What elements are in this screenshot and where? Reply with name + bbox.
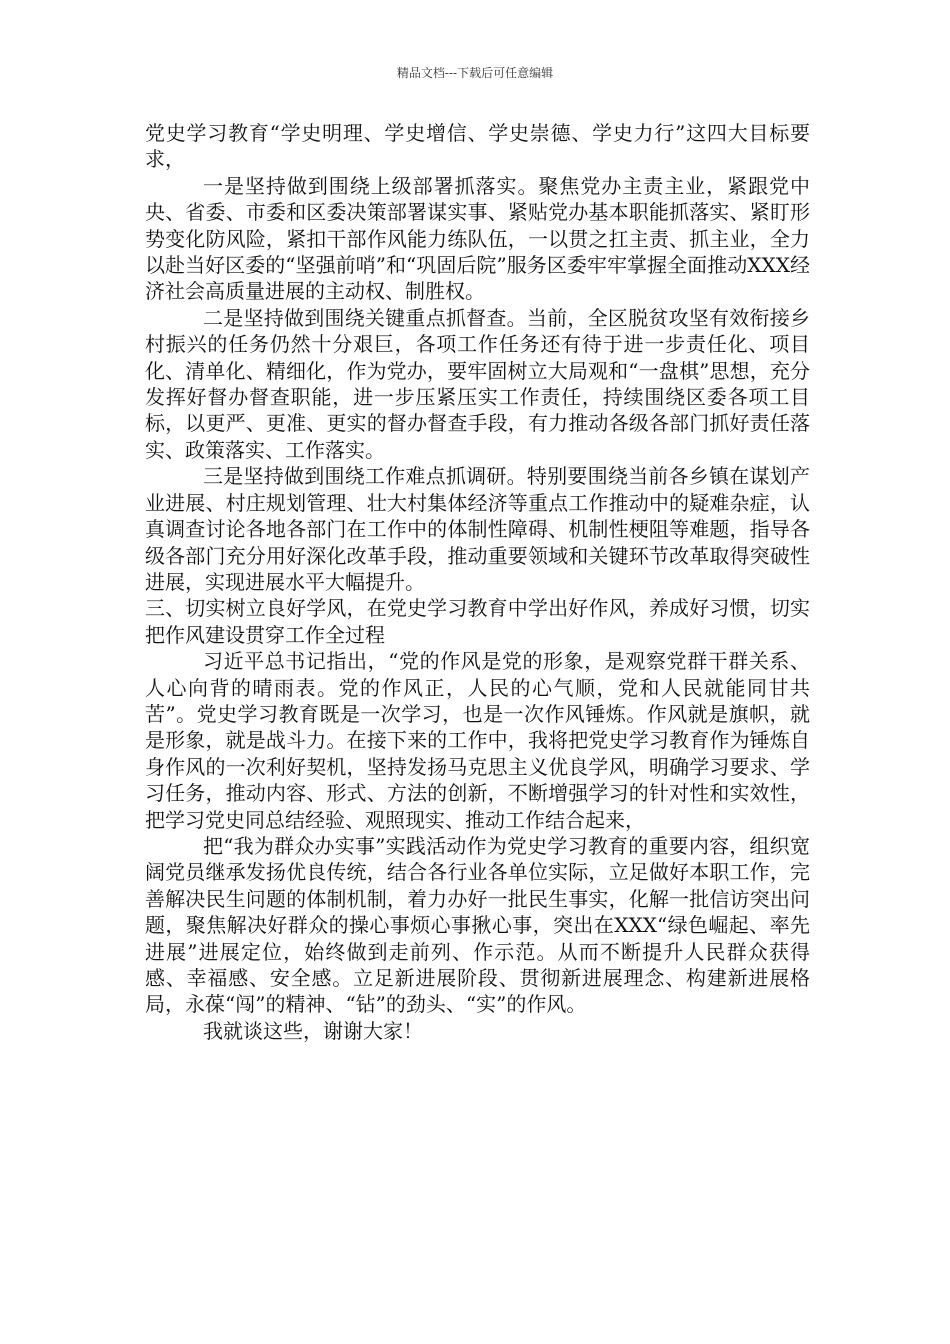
section-heading-three: 三、切实树立良好学风，在党史学习教育中学出好作风，养成好习惯，切实把作风建设贯穿工作全过程: [145, 596, 810, 647]
page-header: 精品文档---下载后可任意编辑: [396, 66, 554, 80]
paragraph-practice: 把“我为群众办实事”实践活动作为党史学习教育的重要内容，组织宽阔党员继承发扬优良传统，结合各行业各单位实际，立足做好本职工作，完善解决民生问题的体制机制，着力办好一批民生事实，化解一批信访突出问题，聚焦解决好群众的操心事烦心事揪心事，突出在XXX“绿色崛起、率先进展”进展定位，始终做到走前列、作示范。从而不断提升人民群众获得感、幸福感、安全感。立足新进展阶段、贯彻新进展理念、构建新进展格局，永葆“闯”的精神、“钻”的劲头、“实”的作风。: [145, 833, 810, 1017]
paragraph-goals: 党史学习教育“学史明理、学史增信、学史崇德、学史力行”这四大目标要求，: [145, 121, 810, 172]
paragraph-point-two: 二是坚持做到围绕关键重点抓督查。当前，全区脱贫攻坚有效衔接乡村振兴的任务仍然十分艰巨，各项工作任务还有待于进一步责任化、项目化、清单化、精细化，作为党办，要牢固树立大局观和“一盘棋”思想，充分发挥好督办督查职能，进一步压紧压实工作责任，持续围绕区委各项工目标，以更严、更准、更实的督办督查手段，有力推动各级各部门抓好责任落实、政策落实、工作落实。: [145, 305, 810, 462]
paragraph-xi-quote: 习近平总书记指出，“党的作风是党的形象，是观察党群干群关系、人心向背的晴雨表。党的作风正，人民的心气顺，党和人民就能同甘共苦”。党史学习教育既是一次学习，也是一次作风锤炼。作风就是旗帜，就是形象，就是战斗力。在接下来的工作中，我将把党史学习教育作为锤炼自身作风的一次利好契机，坚持发扬马克思主义优良学风，明确学习要求、学习任务，推动内容、形式、方法的创新，不断增强学习的针对性和实效性，把学习党史同总结经验、观照现实、推动工作结合起来，: [145, 649, 810, 832]
paragraph-point-three: 三是坚持做到围绕工作难点抓调研。特别要围绕当前各乡镇在谋划产业进展、村庄规划管理、壮大村集体经济等重点工作推动中的疑难杂症，认真调查讨论各地各部门在工作中的体制性障碍、机制性梗阻等难题，指导各级各部门充分用好深化改革手段，推动重要领域和关键环节改革取得突破性进展，实现进展水平大幅提升。: [145, 464, 810, 594]
paragraph-closing: 我就谈这些，谢谢大家！: [203, 1018, 423, 1043]
paragraph-point-one: 一是坚持做到围绕上级部署抓落实。聚焦党办主责主业，紧跟党中央、省委、市委和区委决策部署谋实事、紧贴党办基本职能抓落实、紧盯形势变化防风险，紧扣干部作风能力练队伍，一以贯之扛主责、抓主业，全力以赴当好区委的“坚强前哨”和“巩固后院”服务区委牢牢掌握全面推动XXX经济社会高质量进展的主动权、制胜权。: [145, 173, 810, 304]
document-body: [145, 120, 810, 1044]
